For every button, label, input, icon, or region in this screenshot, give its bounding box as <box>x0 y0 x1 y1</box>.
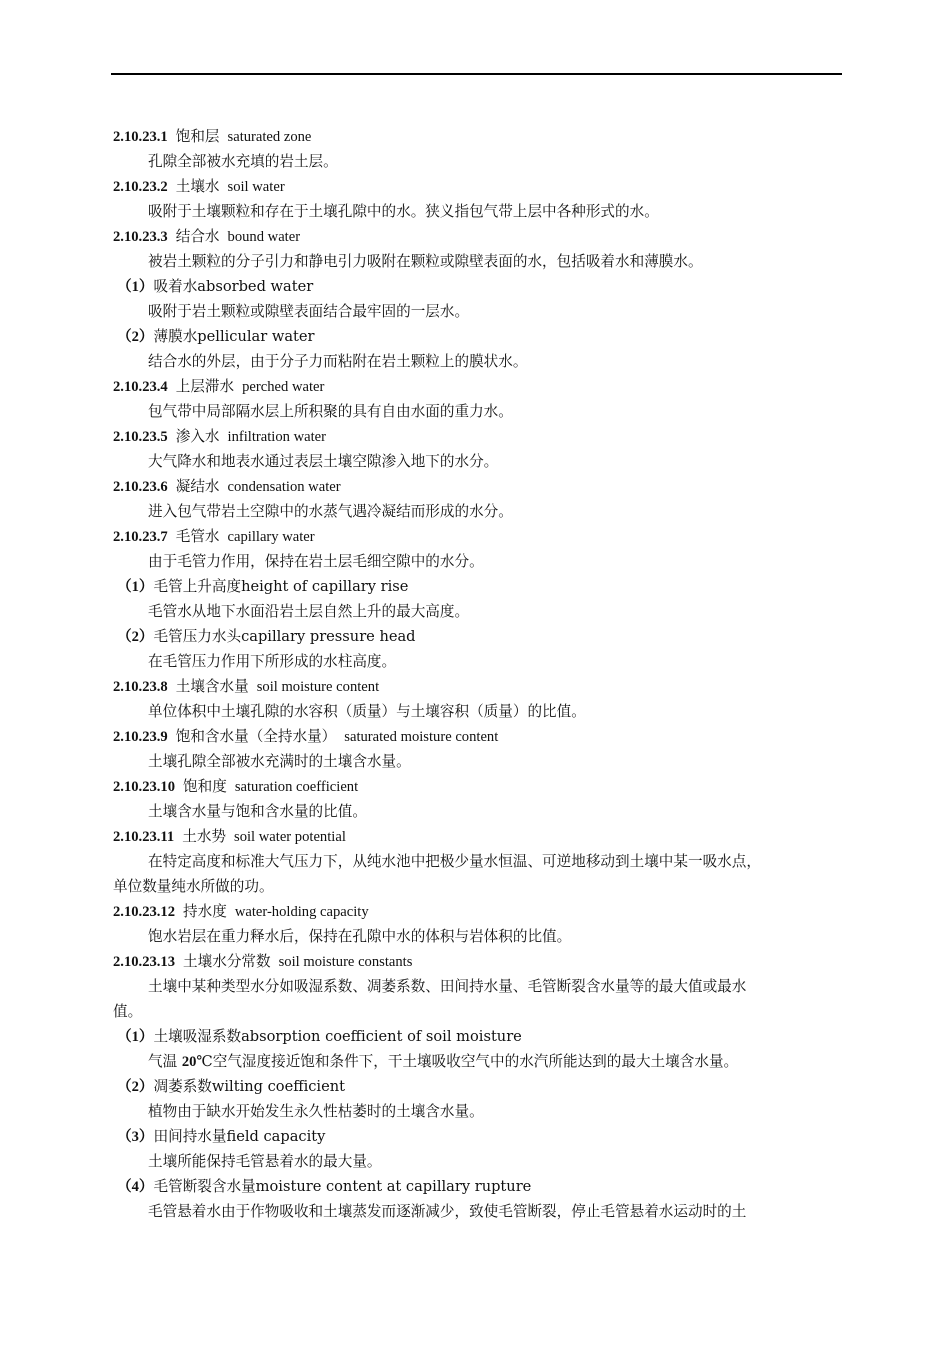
term-heading <box>113 824 842 849</box>
term-chinese: 凝结水 <box>175 478 220 495</box>
term-number: 2.10.23.6 <box>113 479 168 495</box>
definition-text: 土壤孔隙全部被水充满时的土壤含水量。 <box>148 753 411 770</box>
term-number: （1） <box>117 279 154 295</box>
term-chinese: 毛管压力水头 <box>153 628 242 645</box>
term-english: absorbed water <box>197 278 314 295</box>
term-english: soil moisture constants <box>278 954 413 970</box>
term-english: capillary pressure head <box>241 628 416 645</box>
term-heading <box>113 424 842 449</box>
definition-text: 被岩土颗粒的分子引力和静电引力吸附在颗粒或隙壁表面的水，包括吸着水和薄膜水。 <box>148 253 703 270</box>
term-definition <box>113 849 842 874</box>
header-rule <box>111 73 842 75</box>
term-number: （3） <box>117 1129 154 1145</box>
term-definition-continued: 单位数量纯水所做的功。 <box>113 878 274 895</box>
definition-text: 毛管水从地下水面沿岩土层自然上升的最大高度。 <box>148 603 470 620</box>
definition-text: 饱水岩层在重力释水后，保持在孔隙中水的体积与岩体积的比值。 <box>148 928 572 945</box>
term-definition <box>113 1199 842 1224</box>
term-english: water-holding capacity <box>234 904 369 920</box>
glossary-entry <box>113 949 842 1024</box>
term-english: condensation water <box>227 479 341 495</box>
term-number: 2.10.23.4 <box>113 379 168 395</box>
definition-text: 在特定高度和标准大气压力下，从纯水池中把极少量水恒温、可逆地移动到土壤中某一吸水点， <box>148 853 761 870</box>
term-chinese: 土壤吸湿系数 <box>153 1028 242 1045</box>
definition-prefix: 气温 <box>148 1053 182 1070</box>
glossary-entry <box>113 1074 842 1124</box>
glossary-entry <box>113 124 842 174</box>
term-chinese: 土壤水分常数 <box>183 953 271 970</box>
definition-text: 土壤中某种类型水分如吸湿系数、凋萎系数、田间持水量、毛管断裂含水量等的最大值或最水 <box>148 978 747 995</box>
term-definition <box>113 399 842 424</box>
definition-text: ℃空气湿度接近饱和条件下，干土壤吸收空气中的水汽所能达到的最大土壤含水量。 <box>196 1053 739 1070</box>
term-definition <box>113 1149 842 1174</box>
term-chinese: 饱和层 <box>175 128 220 145</box>
glossary-entry <box>113 524 842 574</box>
glossary-entry <box>113 899 842 949</box>
term-english: saturation coefficient <box>234 779 359 795</box>
term-heading <box>113 524 842 549</box>
term-number: （1） <box>117 1029 154 1045</box>
term-definition <box>113 199 842 224</box>
term-number: （4） <box>117 1179 154 1195</box>
term-heading <box>113 174 842 199</box>
term-english: height of capillary rise <box>241 578 409 595</box>
term-english: infiltration water <box>227 429 327 445</box>
subterm-heading <box>113 574 842 599</box>
definition-temperature: 20 <box>181 1054 197 1070</box>
glossary-entry <box>113 574 842 624</box>
term-english: soil water <box>227 179 285 195</box>
term-english: wilting coefficient <box>211 1078 346 1095</box>
glossary-entry <box>113 724 842 774</box>
term-heading <box>113 899 842 924</box>
subterm-heading <box>113 624 842 649</box>
definition-text: 土壤含水量与饱和含水量的比值。 <box>148 803 367 820</box>
term-definition-continued: 值。 <box>113 1003 143 1020</box>
term-chinese: 毛管上升高度 <box>153 578 242 595</box>
term-chinese: 上层滞水 <box>175 378 235 395</box>
term-definition <box>113 449 842 474</box>
term-chinese: 土壤水 <box>175 178 220 195</box>
term-heading <box>113 674 842 699</box>
term-chinese: 薄膜水 <box>153 328 198 345</box>
glossary-entry <box>113 1024 842 1074</box>
term-number: 2.10.23.2 <box>113 179 168 195</box>
glossary-entry <box>113 824 842 899</box>
term-english: soil water potential <box>234 829 346 845</box>
definition-text: 大气降水和地表水通过表层土壤空隙渗入地下的水分。 <box>148 453 499 470</box>
term-english: capillary water <box>227 529 315 545</box>
term-chinese: 凋萎系数 <box>153 1078 212 1095</box>
term-number: （2） <box>117 329 154 345</box>
term-heading <box>113 474 842 499</box>
glossary-entry <box>113 174 842 224</box>
subterm-heading <box>113 324 842 349</box>
definition-text: 毛管悬着水由于作物吸收和土壤蒸发而逐渐减少，致使毛管断裂，停止毛管悬着水运动时的土 <box>148 1203 747 1220</box>
definition-text: 进入包气带岩土空隙中的水蒸气遇冷凝结而形成的水分。 <box>148 503 513 520</box>
term-english: moisture content at capillary rupture <box>255 1178 532 1195</box>
definition-text: 吸附于岩土颗粒或隙壁表面结合最牢固的一层水。 <box>148 303 470 320</box>
glossary-entry <box>113 1174 842 1224</box>
term-english: perched water <box>242 379 325 395</box>
glossary-entry <box>113 774 842 824</box>
term-heading <box>113 124 842 149</box>
term-chinese: 毛管断裂含水量 <box>153 1178 256 1195</box>
definition-text: 结合水的外层，由于分子力而粘附在岩土颗粒上的膜状水。 <box>148 353 528 370</box>
term-number: 2.10.23.9 <box>113 729 168 745</box>
term-number: 2.10.23.8 <box>113 679 168 695</box>
term-heading <box>113 949 842 974</box>
definition-text: 植物由于缺水开始发生永久性枯萎时的土壤含水量。 <box>148 1103 484 1120</box>
term-definition <box>113 649 842 674</box>
term-number: 2.10.23.7 <box>113 529 168 545</box>
term-chinese: 毛管水 <box>175 528 220 545</box>
term-heading <box>113 374 842 399</box>
term-chinese: 持水度 <box>183 903 227 920</box>
definition-text: 由于毛管力作用，保持在岩土层毛细空隙中的水分。 <box>148 553 484 570</box>
term-number: （2） <box>117 1079 154 1095</box>
term-definition <box>113 799 842 824</box>
term-definition <box>113 599 842 624</box>
term-definition <box>113 249 842 274</box>
term-definition <box>113 149 842 174</box>
definition-text: 单位体积中土壤孔隙的水容积（质量）与土壤容积（质量）的比值。 <box>148 703 586 720</box>
term-number: 2.10.23.1 <box>113 129 168 145</box>
glossary-entry <box>113 324 842 374</box>
glossary-entry <box>113 224 842 274</box>
definition-text: 包气带中局部隔水层上所积聚的具有自由水面的重力水。 <box>148 403 513 420</box>
term-chinese: 饱和含水量（全持水量） <box>175 728 337 745</box>
term-definition <box>113 1099 842 1124</box>
term-number: 2.10.23.10 <box>113 779 176 795</box>
subterm-heading <box>113 1074 842 1099</box>
term-english: pellicular water <box>197 328 315 345</box>
definition-text: 在毛管压力作用下所形成的水柱高度。 <box>148 653 397 670</box>
term-chinese: 土壤含水量 <box>175 678 249 695</box>
term-definition <box>113 349 842 374</box>
term-english: soil moisture content <box>256 679 380 695</box>
term-english: field capacity <box>226 1128 326 1145</box>
subterm-heading <box>113 1024 842 1049</box>
definition-text: 孔隙全部被水充填的岩土层。 <box>148 153 338 170</box>
term-heading <box>113 774 842 799</box>
term-chinese: 渗入水 <box>175 428 220 445</box>
glossary-entry <box>113 374 842 424</box>
glossary-entry <box>113 624 842 674</box>
glossary-entry <box>113 1124 842 1174</box>
term-definition <box>113 974 842 999</box>
term-number: （2） <box>117 629 154 645</box>
term-heading <box>113 724 842 749</box>
glossary-entry <box>113 274 842 324</box>
term-number: 2.10.23.12 <box>113 904 176 920</box>
subterm-heading <box>113 1124 842 1149</box>
term-definition <box>113 549 842 574</box>
term-chinese: 吸着水 <box>153 278 198 295</box>
glossary-entry <box>113 424 842 474</box>
term-chinese: 田间持水量 <box>153 1128 227 1145</box>
term-heading <box>113 224 842 249</box>
term-english: absorption coefficient of soil moisture <box>241 1028 522 1045</box>
term-english: saturated moisture content <box>344 729 499 745</box>
glossary-entry <box>113 674 842 724</box>
term-chinese: 土水势 <box>182 828 227 845</box>
term-definition <box>113 699 842 724</box>
term-chinese: 结合水 <box>175 228 220 245</box>
subterm-heading <box>113 274 842 299</box>
term-number: 2.10.23.13 <box>113 954 176 970</box>
term-number: 2.10.23.3 <box>113 229 168 245</box>
glossary-entry <box>113 474 842 524</box>
term-number: 2.10.23.5 <box>113 429 168 445</box>
definition-text: 土壤所能保持毛管悬着水的最大量。 <box>148 1153 382 1170</box>
subterm-heading <box>113 1174 842 1199</box>
term-definition <box>113 499 842 524</box>
term-definition <box>113 749 842 774</box>
term-number: （1） <box>117 579 154 595</box>
glossary-body <box>113 124 842 1224</box>
term-definition <box>113 1049 842 1074</box>
term-english: saturated zone <box>227 129 312 145</box>
term-definition <box>113 299 842 324</box>
term-chinese: 饱和度 <box>183 778 227 795</box>
definition-text: 吸附于土壤颗粒和存在于土壤孔隙中的水。狭义指包气带上层中各种形式的水。 <box>148 203 659 220</box>
term-number: 2.10.23.11 <box>113 829 175 845</box>
term-english: bound water <box>227 229 301 245</box>
term-definition <box>113 924 842 949</box>
